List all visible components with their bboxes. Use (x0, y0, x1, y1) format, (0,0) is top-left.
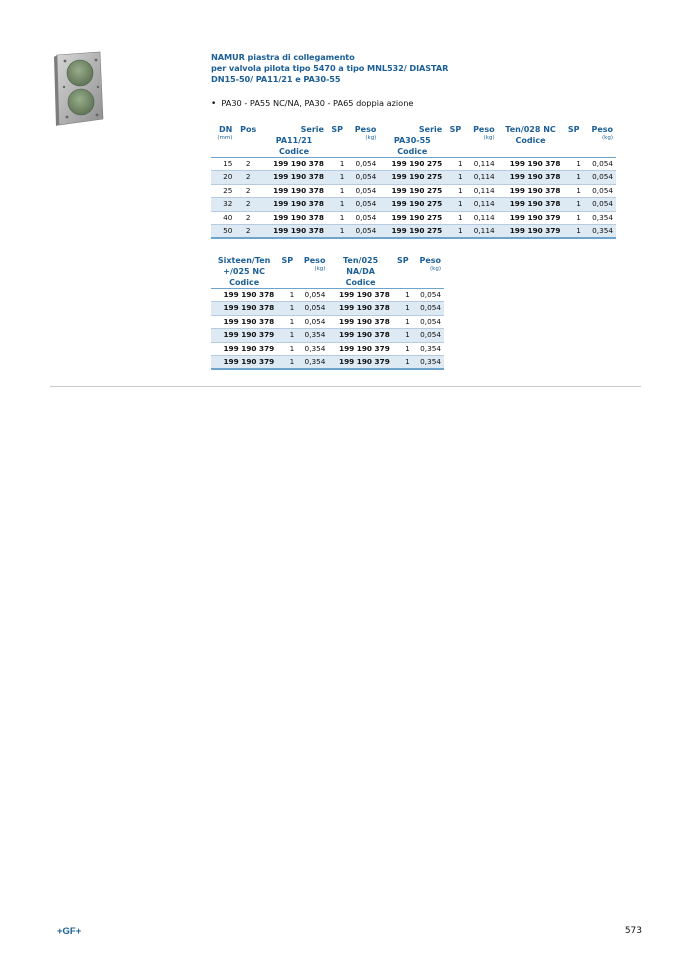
table-cell: 199 190 378 (328, 302, 392, 315)
col-ten-028: Ten/028 NC Codice (498, 124, 564, 158)
table1-body (211, 158, 616, 239)
title-line-2: per valvola pilota tipo 5470 a tipo MNL532/ DIASTAR (211, 63, 449, 74)
table-cell: 0,054 (413, 289, 444, 302)
table-cell: 1 (445, 198, 465, 211)
table-cell: 1 (445, 171, 465, 184)
table-cell: 199 190 378 (261, 158, 327, 171)
table-row (211, 225, 616, 239)
table-cell: 0,114 (466, 171, 498, 184)
table-cell: 199 190 379 (498, 225, 564, 239)
table-cell: 1 (445, 225, 465, 239)
table-cell: 25 (211, 184, 235, 197)
table-cell: 199 190 378 (498, 171, 564, 184)
col-sp-1: SP (327, 124, 347, 158)
table-cell: 1 (564, 171, 584, 184)
table-cell: 0,354 (297, 356, 328, 370)
table-cell: 1 (445, 184, 465, 197)
table-cell: 199 190 379 (211, 342, 277, 355)
table-cell: 0,054 (297, 289, 328, 302)
table-cell: 0,354 (297, 329, 328, 342)
table-cell: 1 (393, 342, 413, 355)
col-peso-1: Peso (kg) (347, 124, 379, 158)
table-cell: 0,054 (413, 329, 444, 342)
table-cell: 0,054 (347, 171, 379, 184)
table-cell: 199 190 379 (211, 356, 277, 370)
table-cell: 199 190 275 (379, 158, 445, 171)
gf-logo: +GF+ (57, 926, 82, 937)
table-cell: 1 (564, 225, 584, 239)
bullet-text: PA30 - PA55 NC/NA, PA30 - PA65 doppia azione (221, 98, 414, 108)
table-cell: 1 (564, 158, 584, 171)
table-cell: 0,054 (347, 198, 379, 211)
col-dn: DN (mm) (211, 124, 235, 158)
table-cell: 199 190 379 (328, 342, 392, 355)
table-cell: 199 190 378 (261, 211, 327, 224)
table-cell: 199 190 378 (211, 302, 277, 315)
feature-bullet (211, 98, 413, 109)
table-cell: 0,054 (584, 184, 616, 197)
table-cell: 199 190 275 (379, 184, 445, 197)
product-image (53, 51, 105, 127)
table-cell: 1 (277, 315, 297, 328)
col-sp-3: SP (564, 124, 584, 158)
table-cell: 2 (235, 184, 261, 197)
table-cell: 0,114 (466, 184, 498, 197)
table-cell: 1 (393, 302, 413, 315)
product-title (211, 52, 531, 86)
table-cell: 1 (393, 315, 413, 328)
table-cell: 1 (277, 356, 297, 370)
table-cell: 199 190 378 (498, 158, 564, 171)
table-cell: 2 (235, 171, 261, 184)
table-cell: 0,054 (347, 158, 379, 171)
table-cell: 199 190 378 (261, 184, 327, 197)
table-cell: 1 (277, 342, 297, 355)
table-cell: 2 (235, 211, 261, 224)
table-cell: 0,054 (297, 302, 328, 315)
table-row (211, 342, 444, 355)
parts-table-2 (211, 255, 444, 370)
table-cell: 0,114 (466, 225, 498, 239)
table-cell: 2 (235, 225, 261, 239)
table-cell: 2 (235, 158, 261, 171)
bullet-dot-icon: • (211, 99, 217, 109)
table-cell: 1 (327, 211, 347, 224)
table-cell: 199 190 275 (379, 211, 445, 224)
table-row (211, 211, 616, 224)
table-cell: 0,054 (584, 171, 616, 184)
table-cell: 2 (235, 198, 261, 211)
table-cell: 199 190 378 (498, 184, 564, 197)
table-cell: 199 190 378 (498, 198, 564, 211)
table-cell: 0,354 (297, 342, 328, 355)
table-cell: 199 190 378 (211, 315, 277, 328)
table-cell: 0,114 (466, 198, 498, 211)
table-cell: 0,054 (347, 211, 379, 224)
table-cell: 0,354 (413, 356, 444, 370)
table-cell: 199 190 378 (211, 289, 277, 302)
table-row (211, 198, 616, 211)
parts-table-1 (211, 124, 616, 239)
table-cell: 20 (211, 171, 235, 184)
table-cell: 0,054 (584, 158, 616, 171)
table-cell: 1 (327, 158, 347, 171)
section-divider (50, 386, 641, 387)
table-row (211, 184, 616, 197)
table-cell: 199 190 275 (379, 171, 445, 184)
title-line-1: NAMUR piastra di collegamento (211, 52, 355, 62)
table-row (211, 315, 444, 328)
col-sp-2: SP (445, 124, 465, 158)
page-number: 573 (624, 926, 642, 936)
col-sp-2: SP (393, 255, 413, 289)
table-cell: 0,054 (347, 225, 379, 239)
table-cell: 32 (211, 198, 235, 211)
table-row (211, 329, 444, 342)
col-pos: Pos (235, 124, 261, 158)
table-cell: 15 (211, 158, 235, 171)
table-row (211, 158, 616, 171)
table-cell: 0,054 (584, 198, 616, 211)
table-cell: 199 190 378 (328, 289, 392, 302)
table-cell: 199 190 378 (328, 329, 392, 342)
table-row (211, 171, 616, 184)
table-cell: 1 (393, 329, 413, 342)
table-cell: 1 (445, 211, 465, 224)
table-cell: 199 190 275 (379, 225, 445, 239)
table-cell: 1 (327, 184, 347, 197)
table-cell: 1 (564, 198, 584, 211)
table-cell: 50 (211, 225, 235, 239)
table-cell: 0,354 (413, 342, 444, 355)
table-row (211, 302, 444, 315)
table-cell: 199 190 378 (261, 171, 327, 184)
col-peso-2: Peso (kg) (413, 255, 444, 289)
title-line-3: DN15-50/ PA11/21 e PA30-55 (211, 74, 341, 85)
col-sixteen-ten: Sixteen/Ten +/025 NC Codice (211, 255, 277, 289)
table-cell: 199 190 378 (261, 225, 327, 239)
table-cell: 1 (327, 225, 347, 239)
col-serie-pa30: Serie PA30-55 Codice (379, 124, 445, 158)
table-cell: 199 190 378 (328, 315, 392, 328)
table-cell: 199 190 379 (498, 211, 564, 224)
table-cell: 199 190 379 (328, 356, 392, 370)
table-cell: 0,054 (347, 184, 379, 197)
table-cell: 0,114 (466, 158, 498, 171)
col-serie-pa11: Serie PA11/21 Codice (261, 124, 327, 158)
table-cell: 1 (393, 356, 413, 370)
col-peso-2: Peso (kg) (466, 124, 498, 158)
col-peso-3: Peso (kg) (584, 124, 616, 158)
table-cell: 1 (277, 302, 297, 315)
table-cell: 0,354 (584, 225, 616, 239)
table-cell: 40 (211, 211, 235, 224)
table-cell: 0,054 (413, 315, 444, 328)
table-cell: 1 (327, 198, 347, 211)
table-cell: 1 (277, 329, 297, 342)
table2-body (211, 289, 444, 370)
table-cell: 199 190 379 (211, 329, 277, 342)
table-cell: 199 190 275 (379, 198, 445, 211)
table-cell: 1 (393, 289, 413, 302)
col-sp-1: SP (277, 255, 297, 289)
table-cell: 1 (564, 211, 584, 224)
table-cell: 1 (327, 171, 347, 184)
table-cell: 0,354 (584, 211, 616, 224)
table-cell: 1 (445, 158, 465, 171)
table-cell: 0,054 (413, 302, 444, 315)
col-ten-025: Ten/025 NA/DA Codice (328, 255, 392, 289)
table-cell: 1 (564, 184, 584, 197)
table-row (211, 356, 444, 370)
table-cell: 0,114 (466, 211, 498, 224)
table-row (211, 289, 444, 302)
table-cell: 0,054 (297, 315, 328, 328)
col-peso-1: Peso (kg) (297, 255, 328, 289)
table-cell: 1 (277, 289, 297, 302)
table-cell: 199 190 378 (261, 198, 327, 211)
